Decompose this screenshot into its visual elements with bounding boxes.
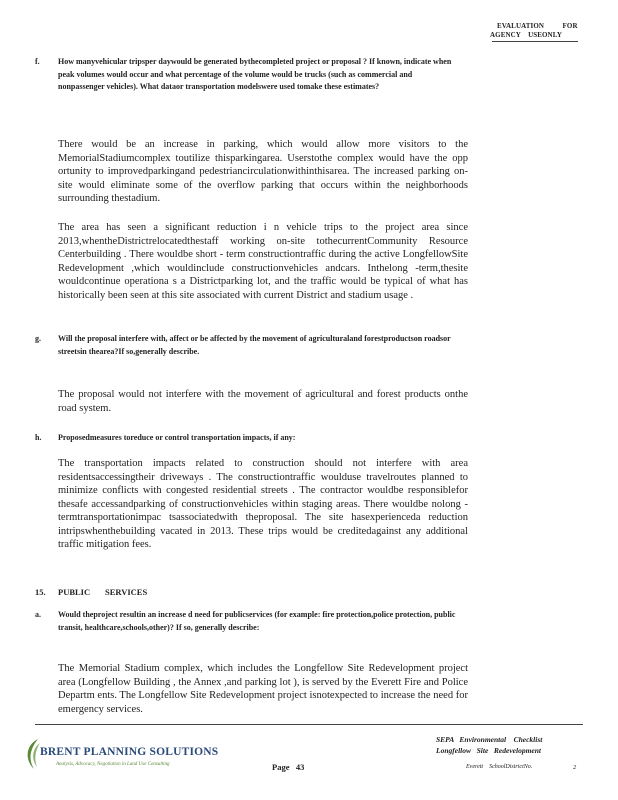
header-line-2: AGENCY USEONLY [490, 31, 562, 39]
header-rule [492, 41, 578, 42]
answer-15a: The Memorial Stadium complex, which includes the Longfellow Site Redevelopment project area (Longfellow Building , the Annex ,and parking lot ), is served by the Everett Fire and Police Departm ents. The Longfellow Site Redevelopment project isnotexpected to increase the need for emergency services. [58, 663, 468, 715]
answer-f-1: There would be an increase in parking, which would allow more visitors to the MemorialStadiumcomplex toutilize thisparkingarea. Userstothe complex would have the opp ortunity to improvedparkingand pedestriancirculationwithinthisarea. The increased parking on-site would eliminate some of the overflow parking that occurs within the neighborhoods surrounding thestadium. [58, 139, 468, 204]
item-label-15a: a. [35, 610, 41, 619]
question-h: Proposedmeasures toreduce or control transportation impacts, if any: [58, 433, 296, 442]
logo-swoosh-icon [22, 737, 42, 771]
item-label-f: f. [35, 57, 40, 66]
page-number: Page 43 [272, 762, 305, 772]
header-line-1: EVALUATION FOR [497, 22, 578, 30]
doc-title: SEPA Environmental Checklist [436, 735, 543, 744]
question-15a: Would theproject resultin an increase d need for publicservices (for example: fire protection,police protection, public transit, healthcare,schools,other)? If so, generally describe: [58, 610, 456, 632]
item-label-g: g. [35, 334, 41, 343]
logo-tagline: Analysis, Advocacy, Negotiation in Land Use Consulting [56, 762, 170, 767]
section-number: 15. [35, 587, 46, 597]
footer-rule [35, 724, 583, 725]
agency-header [490, 22, 605, 39]
doc-project: Longfellow Site Redevelopment [436, 746, 541, 755]
doc-district-number: 2 [573, 764, 577, 771]
brent-planning-logo [20, 735, 240, 775]
doc-district: Everett SchoolDistrictNo. [466, 764, 533, 770]
answer-g: The proposal would not interfere with the movement of agricultural and forest products onthe road system. [58, 389, 468, 414]
question-f: How manyvehicular tripsper daywould be generated bythecompleted project or proposal ? If known, indicate when peak volumes would occur and what percentage of the volume would be trucks (such as commercial and nonpassenger vehicles). What dataor transportation modelswere used tomake these estimates? [58, 57, 452, 91]
question-g: Will the proposal interfere with, affect or be affected by the movement of agriculturaland forestproductson roadsor streetsin thearea?If so,generally describe. [58, 334, 451, 356]
logo-name: BRENT PLANNING SOLUTIONS [40, 746, 219, 758]
section-title: PUBLIC SERVICES [58, 587, 148, 597]
answer-h: The transportation impacts related to construction should not interfere with area residentsaccessingtheir driveways . The constructiontraffic woulduse travelroutes planned to minimize conflicts with congested residential streets . The contractor wouldbe responsiblefor thesafe accessandparking of constructionvehicles within staging areas. There wouldbe nolong -termtransportationimpac tsassociatedwith theproposal. The site hasexperienceda reduction intripswhenthebuilding vacated in 2013. These trips would be creditedagainst any additional traffic mitigation fees. [58, 458, 468, 550]
document-info [436, 734, 586, 756]
item-label-h: h. [35, 433, 42, 442]
answer-f-2: The area has seen a significant reduction i n vehicle trips to the project area since 2013,whentheDistrictrelocatedthestaff working on-site tothecurrentCommunity Resource Centerbuilding . There wouldbe short - term constructiontraffic during the active LongfellowSite Redevelopment ,which wouldinclude constructionvehicles andcars. Inthelong -term,thesite wouldcontinue operationa s a Districtparking lot, and the traffic would be typical of what has historically been seen at this site associated with current District and stadium usage . [58, 222, 468, 301]
